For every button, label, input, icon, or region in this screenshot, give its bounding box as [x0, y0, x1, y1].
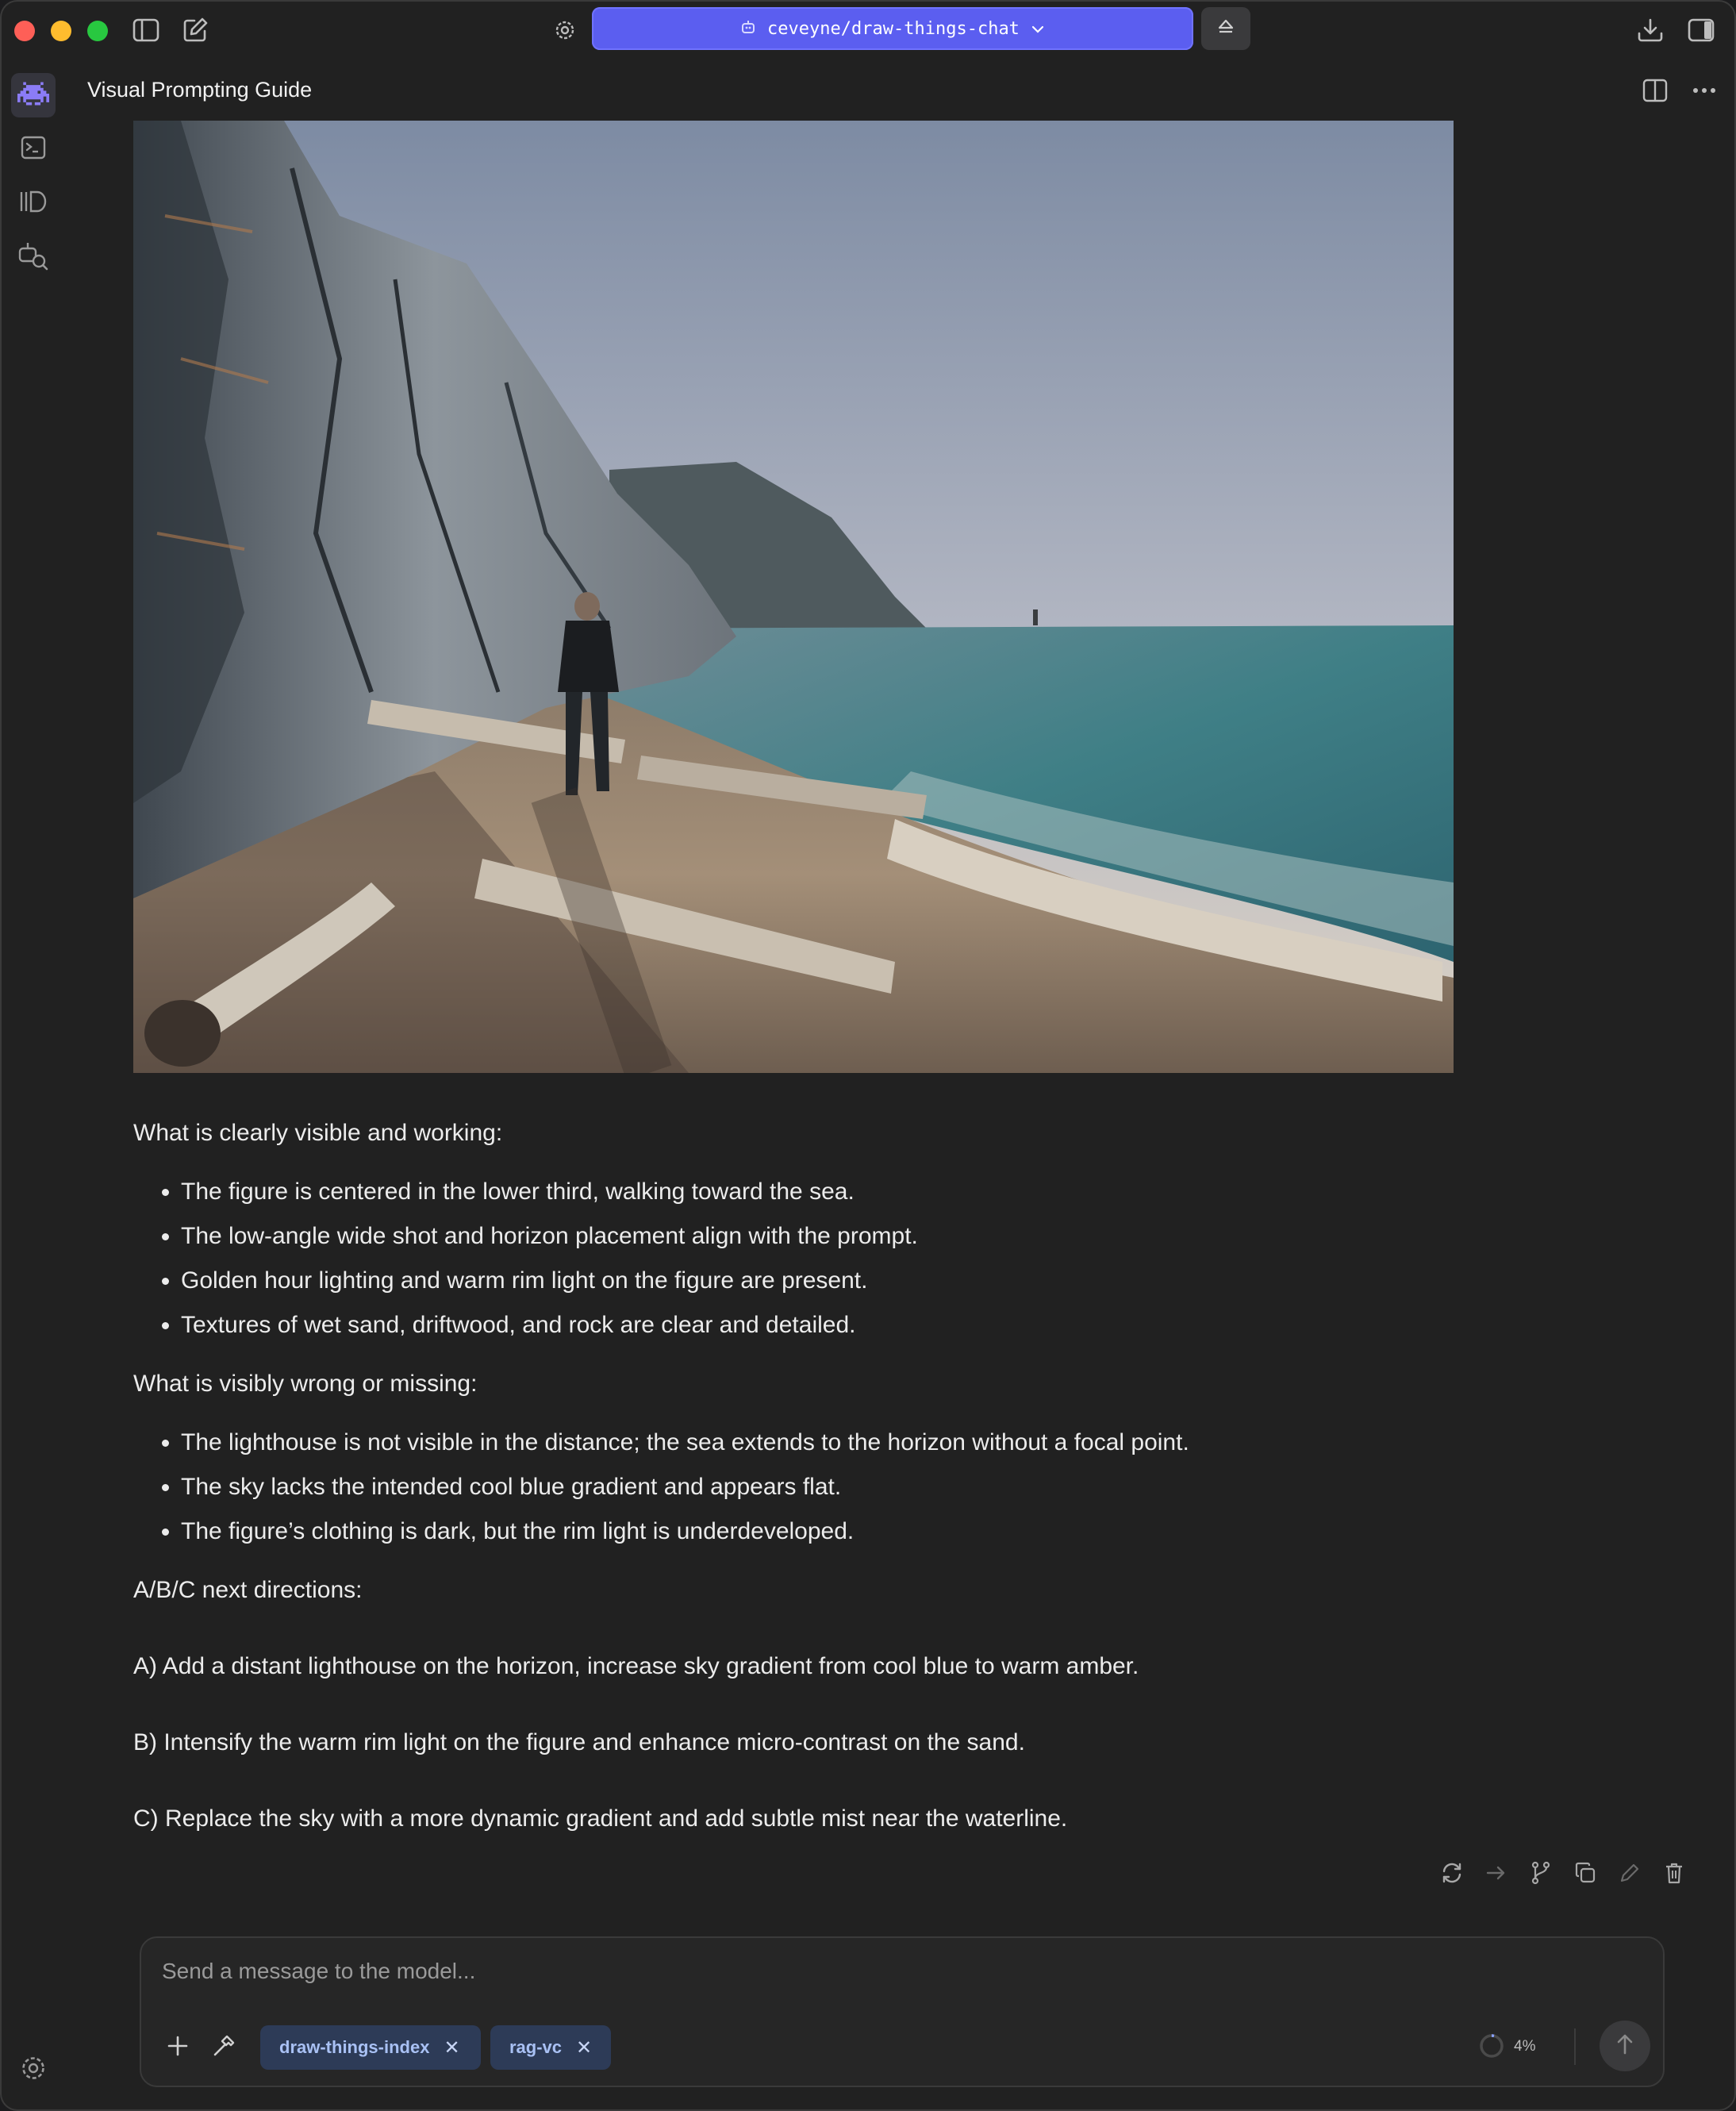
context-usage-percent: 4% [1514, 2038, 1536, 2055]
list-item: • The low-angle wide shot and horizon placement align with the prompt. [181, 1214, 1482, 1259]
close-window-button[interactable] [14, 21, 35, 41]
continue-arrow-icon[interactable] [1477, 1854, 1515, 1892]
remove-chip-icon[interactable]: ✕ [444, 2036, 460, 2059]
model-settings-gear-icon[interactable] [549, 14, 581, 46]
option-c: C) Replace the sky with a more dynamic gradient and add subtle mist near the waterline. [133, 1805, 1068, 1832]
list-item: • The sky lacks the intended cool blue gradient and appears flat. [181, 1465, 1482, 1509]
message-composer[interactable] [140, 1936, 1665, 2087]
sidebar-item-terminal[interactable] [11, 127, 56, 171]
list-item: • The figure is centered in the lower third, walking toward the sea. [181, 1170, 1482, 1214]
remove-chip-icon[interactable]: ✕ [576, 2036, 593, 2059]
option-b: B) Intensify the warm rim light on the figure and enhance micro-contrast on the sand. [133, 1729, 1025, 1755]
visible-heading: What is clearly visible and working: [133, 1120, 503, 1146]
wrong-heading: What is visibly wrong or missing: [133, 1371, 478, 1397]
robot-search-icon [17, 240, 49, 275]
model-selector-label: ceveyne/draw-things-chat [767, 18, 1020, 39]
sidebar-item-chat[interactable] [11, 73, 56, 117]
edit-pencil-icon[interactable] [1611, 1854, 1649, 1892]
download-icon[interactable] [1634, 14, 1666, 46]
option-a: A) Add a distant lighthouse on the horizon, increase sky gradient from cool blue to warm amber. [133, 1653, 1139, 1679]
settings-button[interactable] [11, 2048, 56, 2092]
minimize-window-button[interactable] [51, 21, 71, 41]
sidebar-item-library[interactable] [11, 181, 56, 225]
right-panel-toggle-icon[interactable] [1685, 14, 1717, 46]
eject-model-button[interactable] [1201, 7, 1250, 50]
tools-hammer-icon[interactable] [208, 2030, 240, 2062]
list-item: • Golden hour lighting and warm rim light on the figure are present. [181, 1259, 1482, 1303]
new-chat-icon[interactable] [179, 14, 211, 46]
chip-rag-vc[interactable] [490, 2025, 611, 2070]
branch-icon[interactable] [1522, 1854, 1560, 1892]
conversation-title: Visual Prompting Guide [87, 78, 313, 102]
chip-label: rag-vc [509, 2037, 563, 2057]
message-input[interactable]: Send a message to the model... [162, 1959, 476, 1983]
list-item: • The figure’s clothing is dark, but the rim light is underdeveloped. [181, 1509, 1482, 1554]
send-button[interactable] [1600, 2021, 1650, 2071]
split-view-icon[interactable] [1639, 75, 1671, 106]
composer-divider [1574, 2028, 1576, 2065]
gear-icon [20, 2055, 47, 2086]
chip-draw-things-index[interactable] [260, 2025, 481, 2070]
title-bar [0, 0, 1736, 60]
regenerate-icon[interactable] [1433, 1854, 1471, 1892]
context-usage-ring-icon [1476, 2030, 1507, 2062]
next-directions-heading: A/B/C next directions: [133, 1577, 363, 1603]
message-actions [1433, 1854, 1695, 1892]
sidebar-toggle-icon[interactable] [130, 14, 162, 46]
model-selector[interactable] [592, 7, 1193, 50]
chip-label: draw-things-index [279, 2037, 430, 2057]
robot-icon [740, 19, 756, 39]
wrong-list [133, 1421, 1482, 1554]
terminal-icon [21, 136, 46, 163]
list-item: • The lighthouse is not visible in the distance; the sea extends to the horizon without a focal point. [181, 1421, 1482, 1465]
eject-icon [1217, 18, 1235, 40]
delete-trash-icon[interactable] [1655, 1854, 1693, 1892]
list-item: • Textures of wet sand, driftwood, and rock are clear and detailed. [181, 1303, 1482, 1348]
zoom-window-button[interactable] [87, 21, 108, 41]
sidebar-item-search[interactable] [11, 235, 56, 279]
visible-list [133, 1170, 1482, 1348]
assistant-message [133, 1111, 1482, 1873]
copy-icon[interactable] [1566, 1854, 1604, 1892]
more-options-icon[interactable] [1688, 75, 1720, 106]
arrow-up-icon [1615, 2033, 1635, 2059]
chevron-down-icon [1031, 19, 1045, 39]
generated-image[interactable] [133, 121, 1454, 1073]
add-attachment-icon[interactable] [162, 2030, 194, 2062]
library-icon [18, 190, 48, 217]
space-invader-icon [17, 82, 49, 110]
